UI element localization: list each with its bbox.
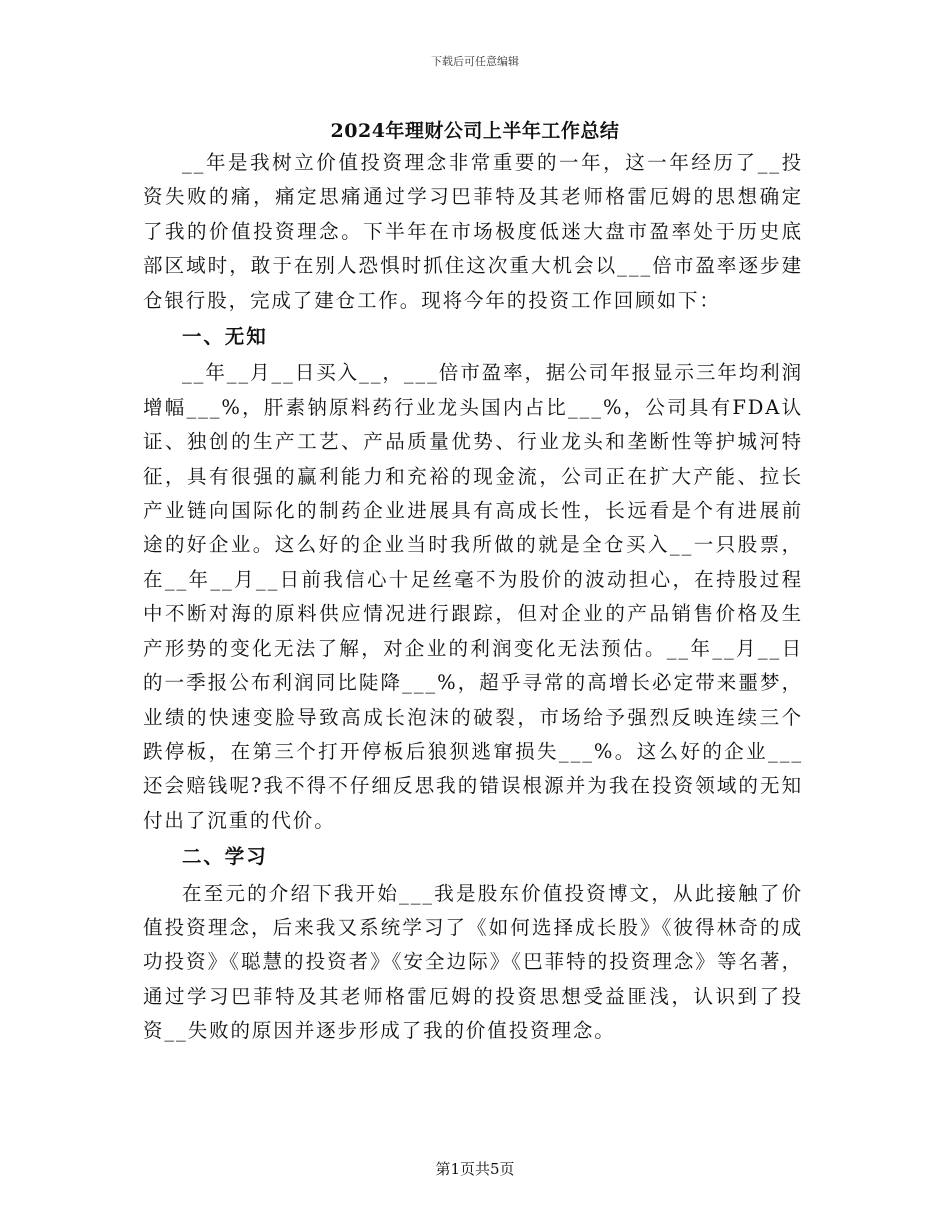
intro-paragraph: __年是我树立价值投资理念非常重要的一年，这一年经历了__投资失败的痛，痛定思痛通过学习巴菲特及其老师格雷厄姆的思想确定了我的价值投资理念。下半年在市场极度低迷大盘市盈率处于历史底部区域时，敢于在别人恐惧时抓住这次重大机会以___倍市盈率逐步建仓银行股，完成了建仓工作。现将今年的投资工作回顾如下： [143, 151, 803, 312]
section-heading-ignorance: 一、无知 [182, 325, 268, 349]
page-header-note: 下载后可任意编辑 [431, 55, 519, 68]
document-title: 2024年理财公司上半年工作总结 [330, 120, 620, 142]
section-paragraph-learning: 在至元的介绍下我开始___我是股东价值投资博文，从此接触了价值投资理念，后来我又系统学习了《如何选择成长股》《彼得林奇的成功投资》《聪慧的投资者》《安全边际》《巴菲特的投资理念》等名著，通过学习巴菲特及其老师格雷厄姆的投资思想受益匪浅，认识到了投资__失败的原因并逐步形成了我的价值投资理念。 [143, 881, 803, 1043]
section-paragraph-ignorance: __年__月__日买入__，___倍市盈率，据公司年报显示三年均利润增幅___%，肝素钠原料药行业龙头国内占比___%，公司具有FDA认证、独创的生产工艺、产品质量优势、行业龙头和垄断性等护城河特征，具有很强的赢利能力和充裕的现金流，公司正在扩大产能、拉长产业链向国际化的制药企业进展具有高成长性，长远看是个有进展前途的好企业。这么好的企业当时我所做的就是全仓买入__一只股票，在__年__月__日前我信心十足丝毫不为股价的波动担心，在持股过程中不断对海的原料供应情况进行跟踪，但对企业的产品销售价格及生产形势的变化无法了解，对企业的利润变化无法预估。__年__月__日的一季报公布利润同比陡降___%，超乎寻常的高增长必定带来噩梦，业绩的快速变脸导致高成长泡沫的破裂，市场给予强烈反映连续三个跌停板，在第三个打开停板后狼狈逃窜损失___%。这么好的企业___还会赔钱呢?我不得不仔细反思我的错误根源并为我在投资领域的无知付出了沉重的代价。 [143, 361, 803, 832]
page-number-indicator: 第1页共5页 [435, 1160, 515, 1178]
document-body [143, 146, 803, 1049]
section-heading-learning: 二、学习 [182, 845, 268, 869]
